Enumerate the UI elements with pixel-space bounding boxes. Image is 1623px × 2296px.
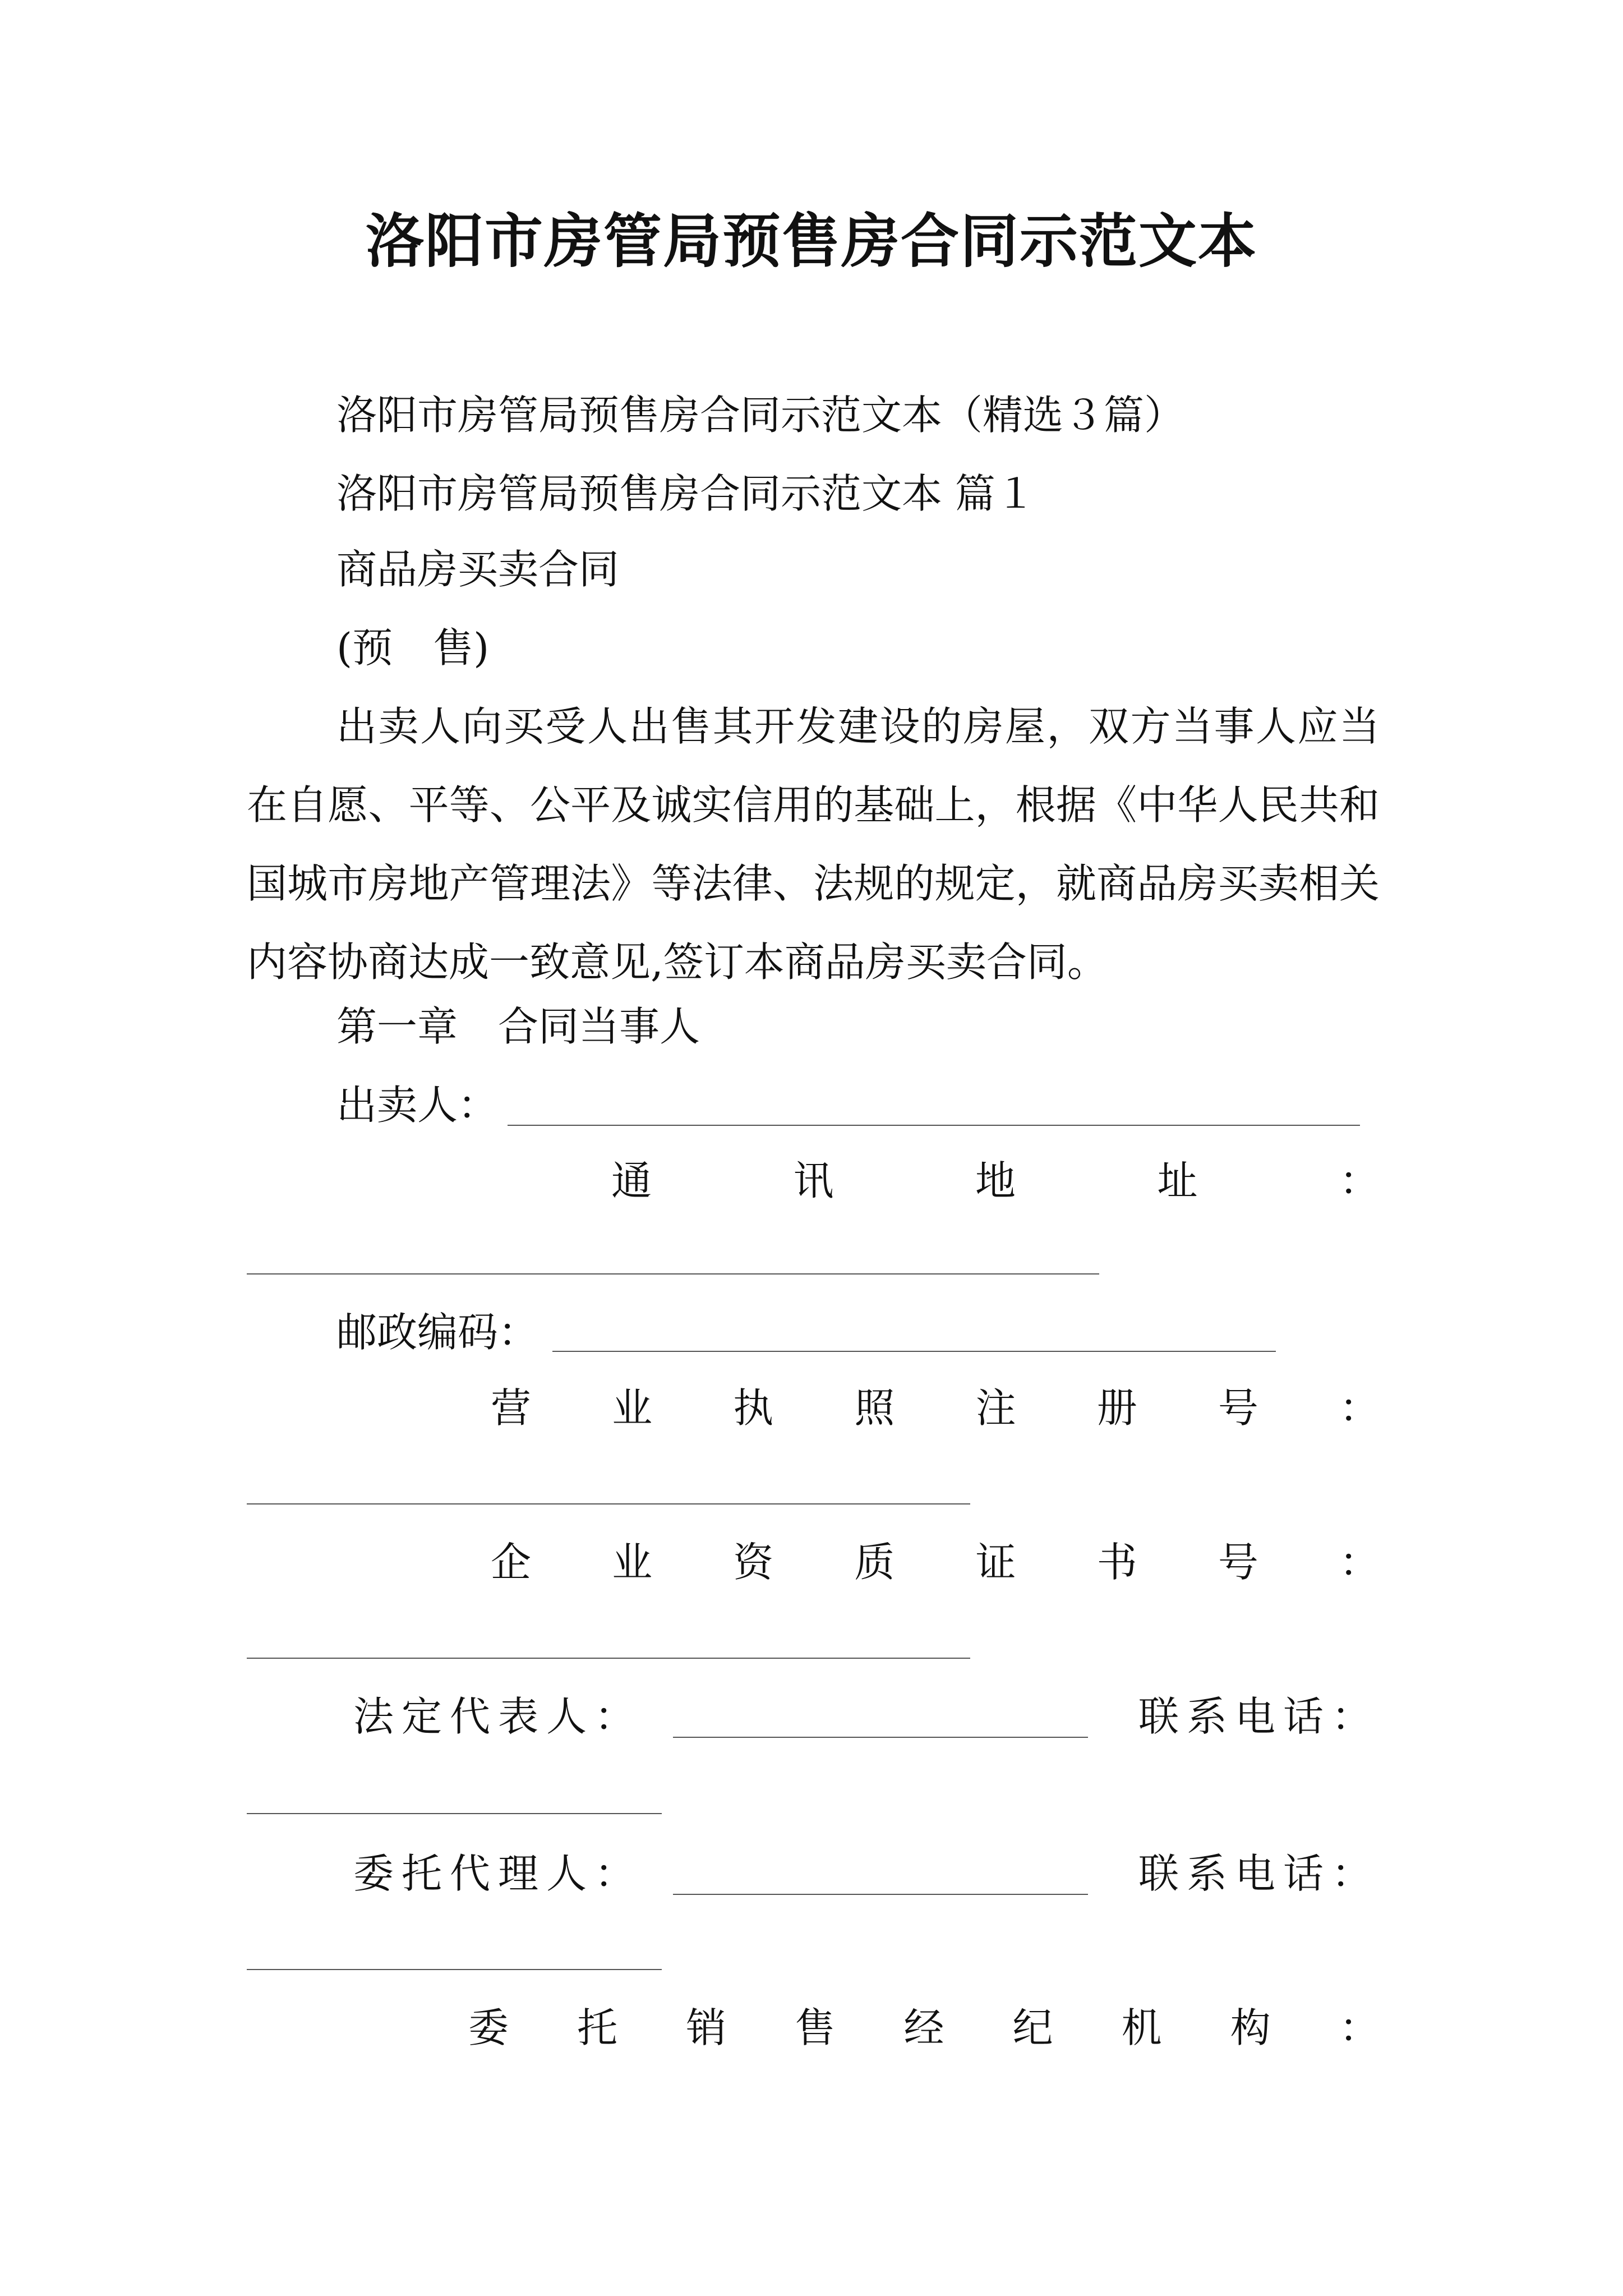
seller-label: 出卖人： [336,1082,499,1129]
intro-paragraph: 出卖人向买受人出售其开发建设的房屋，双方当事人应当在自愿、平等、公平及诚实信用的基础上，根据《中华人民共和国城市房地产管理法》等法律、法规的规定，就商品房买卖相关内容协商达成一致意见,签订本商品房买卖合同。 [247,703,1380,986]
postcode-label: 邮政编码： [336,1309,539,1356]
business-license-label [491,1380,1380,1436]
legal-rep-row [353,1688,1380,1745]
contract-type: (预 售) [336,624,490,671]
document-title: 洛阳市房管局预售房合同示范文本 [365,206,1257,275]
qualification-cert-blank [247,1658,970,1659]
business-license-char: 照 [854,1384,895,1432]
business-license-char: 业 [612,1384,653,1432]
legal-rep-label: 法定代表人： [353,1693,643,1740]
agent-phone-label: 联系电话： [1138,1850,1380,1897]
legal-rep-phone-label: 联系电话： [1138,1693,1380,1740]
postcode-blank [552,1351,1276,1352]
business-license-char: 号 [1218,1384,1258,1432]
sales-agency-char: 构 [1230,2004,1271,2051]
address-char: 讯 [793,1157,834,1204]
sales-agency-char: 经 [903,2004,944,2051]
business-license-char: 注 [975,1384,1016,1432]
sales-agency-char: ： [1339,2004,1380,2051]
document-subtitle: 洛阳市房管局预售房合同示范文本（精选３篇） [336,392,1185,439]
address-char: 址 [1157,1157,1198,1204]
address-blank [247,1273,1099,1274]
agent-blank [673,1894,1088,1895]
qualification-cert-label [491,1534,1380,1590]
agent-label: 委托代理人： [353,1850,643,1897]
sales-agency-char: 托 [577,2004,618,2051]
agent-phone-blank [247,1969,662,1970]
legal-rep-blank [673,1737,1088,1738]
qualification-cert-char: 质 [854,1539,895,1586]
qualification-cert-char: 书 [1096,1539,1137,1586]
seller-blank [508,1125,1360,1126]
legal-rep-phone-blank [247,1813,662,1814]
qualification-cert-char: 业 [612,1539,653,1586]
sales-agency-char: 机 [1121,2004,1162,2051]
sales-agency-char: 销 [686,2004,727,2051]
sales-agency-char: 纪 [1012,2004,1053,2051]
qualification-cert-char: 企 [491,1539,532,1586]
qualification-cert-char: 资 [733,1539,774,1586]
address-char: 通 [611,1157,652,1204]
chapter-heading: 第一章 合同当事人 [336,1003,700,1050]
business-license-char: 册 [1096,1384,1137,1432]
qualification-cert-char: 号 [1218,1539,1258,1586]
business-license-char: 执 [733,1384,774,1432]
agent-row [353,1846,1380,1902]
address-label [611,1153,1380,1209]
qualification-cert-char: ： [1339,1539,1380,1586]
address-char: 地 [975,1157,1016,1204]
sales-agency-char: 委 [468,2004,509,2051]
qualification-cert-char: 证 [975,1539,1016,1586]
business-license-blank [247,1503,970,1504]
sales-agency-char: 售 [795,2004,836,2051]
business-license-char: ： [1339,1384,1380,1432]
sales-agency-label [468,2000,1380,2056]
address-char: ： [1339,1157,1380,1204]
business-license-char: 营 [491,1384,532,1432]
contract-name: 商品房买卖合同 [336,546,620,593]
section-heading: 洛阳市房管局预售房合同示范文本 篇１ [336,470,1036,517]
